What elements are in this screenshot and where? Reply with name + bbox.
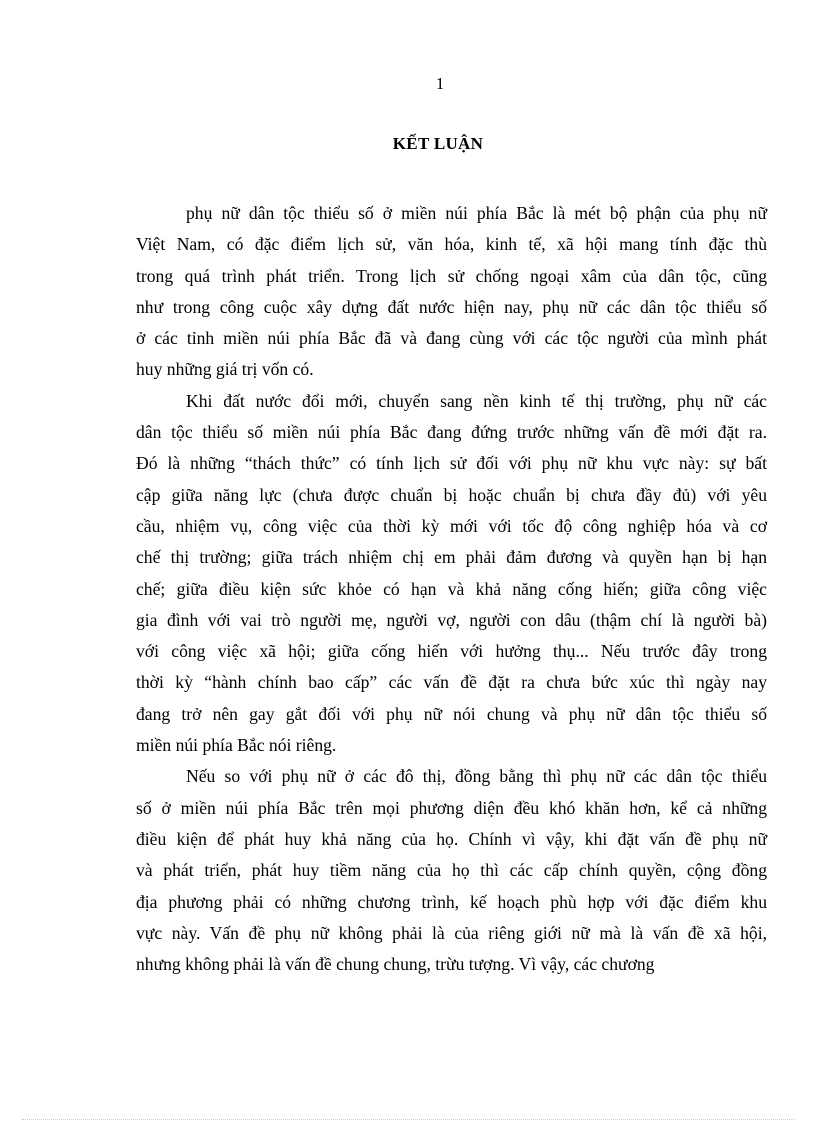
text-line: nhưng không phải là vấn đề chung chung, trừu tượng. Vì vậy, các chương [136,954,655,975]
text-line: trong quá trình phát triển. Trong lịch sử chống ngoại xâm của dân tộc, cũng [136,265,767,286]
text-line: số ở miền núi phía Bắc trên mọi phương diện đều khó khăn hơn, kể cả những [136,797,767,818]
text-line: như trong công cuộc xây dựng đất nước hiện nay, phụ nữ các dân tộc thiểu số [136,296,767,317]
body-text [136,198,767,980]
text-line: miền núi phía Bắc nói riêng. [136,735,337,756]
text-line: gia đình với vai trò người mẹ, người vợ, người con dâu (thậm chí là người bà) [136,609,767,630]
page-bottom-divider [22,1119,794,1120]
text-line: dân tộc thiểu số miền núi phía Bắc đang đứng trước những vấn đề mới đặt ra. [136,422,767,443]
text-line: địa phương phải có những chương trình, kế hoạch phù hợp với đặc điểm khu [136,891,767,912]
text-line: phụ nữ dân tộc thiểu số ở miền núi phía Bắc là mét bộ phận của phụ nữ [186,203,767,223]
text-line: ở các tỉnh miền núi phía Bắc đã và đang cùng với các tộc người của mình phát [136,328,767,349]
text-line: Đó là những “thách thức” có tính lịch sử đối với phụ nữ khu vực này: sự bất [136,453,767,474]
text-line: cập giữa năng lực (chưa được chuẩn bị hoặc chuẩn bị chưa đầy đủ) với yêu [136,484,767,505]
section-title: KẾT LUẬN [392,134,484,153]
text-line: cầu, nhiệm vụ, công việc của thời kỳ mới với tốc độ công nghiệp hóa và cơ [136,515,767,536]
paragraph [136,198,767,386]
text-line: Khi đất nước đổi mới, chuyển sang nền kinh tế thị trường, phụ nữ các [186,390,767,411]
paragraph [136,386,767,762]
page-number: 1 [435,74,445,93]
text-line: thời kỳ “hành chính bao cấp” các vấn đề đặt ra chưa bức xúc thì ngày nay [136,672,767,693]
text-line: chế; giữa điều kiện sức khỏe có hạn và khả năng cống hiến; giữa công việc [136,578,767,599]
text-line: và phát triển, phát huy tiềm năng của họ thì các cấp chính quyền, cộng đồng [136,860,767,881]
text-line: chế thị trường; giữa trách nhiệm chị em phải đảm đương và quyền hạn bị hạn [136,547,767,568]
text-line: Việt Nam, có đặc điểm lịch sử, văn hóa, kinh tế, xã hội mang tính đặc thù [136,234,767,255]
text-line: Nếu so với phụ nữ ở các đô thị, đồng bằng thì phụ nữ các dân tộc thiểu [186,766,767,787]
text-line: điều kiện để phát huy khả năng của họ. Chính vì vậy, khi đặt vấn đề phụ nữ [136,828,767,849]
text-line: huy những giá trị vốn có. [136,359,314,380]
paragraph [136,761,767,980]
text-line: với công việc xã hội; giữa cống hiến với hưởng thụ... Nếu trước đây trong [136,641,767,662]
text-line: vực này. Vấn đề phụ nữ không phải là của riêng giới nữ mà là vấn đề xã hội, [136,922,767,943]
text-line: đang trở nên gay gắt đối với phụ nữ nói chung và phụ nữ dân tộc thiểu số [136,703,767,724]
